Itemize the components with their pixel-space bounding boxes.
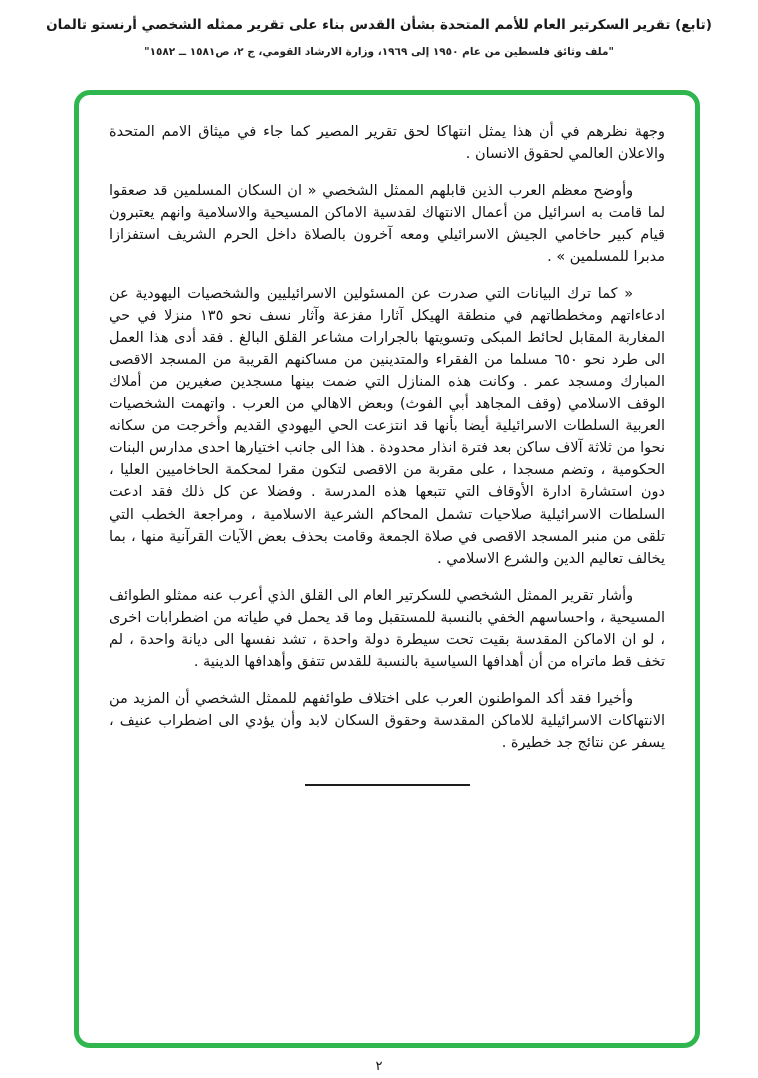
paragraph: وأوضح معظم العرب الذين قابلهم الممثل الشخصي « ان السكان المسلمين قد صعقوا لما قامت به اسرائيل من أعمال الانتهاك لقدسية الاماكن المسيحية والاسلامية وانهم يعتبرون قيام كبير حاخامي الجيش الاسرائيلي ومعه آخرون بالصلاة داخل الحرم الشريف استفزازا مدبرا للمسلمين » . <box>109 183 665 266</box>
document-source-citation: "ملف وثائق فلسطين من عام ١٩٥٠ إلى ١٩٦٩، وزارة الارشاد القومي، ج ٢، ص١٥٨١ ــ ١٥٨٢" <box>144 45 614 58</box>
document-title: (تابع) تقرير السكرتير العام للأمم المتحدة بشأن القدس بناء على تقرير ممثله الشخصي أرنستو تالمان <box>46 17 712 33</box>
paragraph: وجهة نظرهم في أن هذا يمثل انتهاكا لحق تقرير المصير كما جاء في ميثاق الامم المتحدة والاعلان العالمي لحقوق الانسان . <box>109 124 665 163</box>
content-frame <box>74 90 700 1048</box>
end-divider <box>305 784 470 786</box>
document-body <box>109 121 665 786</box>
paragraph: « كما ترك البيانات التي صدرت عن المسئولين الاسرائيليين والشخصيات اليهودية عن ادعاءاتهم ومخططاتهم في منطقة الهيكل آثارا مفزعة وآثار نسف نحو ١٣٥ منزلا في حي المغاربة المقابل لحائط المبكى وتسويتها بالجرارات مشاعر القلق البالغ . فقد أدى هذا العمل الى طرد نحو ٦٥٠ مسلما من الفقراء والمتدينين من مساكنهم القريبة من المسجد الاقصى المبارك ومسجد عمر . وكانت هذه المنازل التي ضمت بينها مسجدين صغيرين من أملاك الوقف الاسلامي (وقف المجاهد أبي الفوث) وبعض الاهالي من العرب . واتهمت الشخصيات العربية السلطات الاسرائيلية أيضا بأنها قد انتزعت الحي اليهودي القديم وأخرجت من سكانه نحوا من ثلاثة آلاف ساكن بعد فترة انذار محدودة . هذا الى جانب اختيارها احدى مدارس البنات الحكومية ، وتضم مسجدا ، على مقربة من الاقصى لتكون مقرا لمحكمة الحاخاميين العليا ، دون استشارة ادارة الأوقاف التي تتبعها هذه المدرسة . وفضلا عن كل ذلك فقد ادعت السلطات الاسرائيلية صلاحيات تشمل المحاكم الشرعية الاسلامية ، ومراجعة الخطب التي تلقى من منبر المسجد الاقصى في صلاة الجمعة وقامت بحذف بعض الآيات القرآنية منها ، بما يخالف تعاليم الدين والشرع الاسلامي . <box>109 286 666 567</box>
page-number: ٢ <box>375 1059 383 1074</box>
document-header <box>0 0 758 58</box>
paragraph: وأخيرا فقد أكد المواطنون العرب على اختلاف طوائفهم للممثل الشخصي أن المزيد من الانتهاكات الاسرائيلية للاماكن المقدسة وحقوق السكان لابد وأن يؤدي الى اضطراب عنيف ، يسفر عن نتائج جد خطيرة . <box>109 690 665 751</box>
paragraph: وأشار تقرير الممثل الشخصي للسكرتير العام الى القلق الذي أعرب عنه ممثلو الطوائف المسيحية ، واحساسهم الخفي بالنسبة للمستقبل وما قد يحمل في طياته من اضطرابات اخرى ، لو ان الاماكن المقدسة بقيت تحت سيطرة دولة واحدة ، تشد نفسها الى ديانة واحدة ، لم تخف قط ماتراه من أن أهدافها السياسية بالنسبة للقدس تتفق وأهدافها الدينية . <box>109 587 665 670</box>
